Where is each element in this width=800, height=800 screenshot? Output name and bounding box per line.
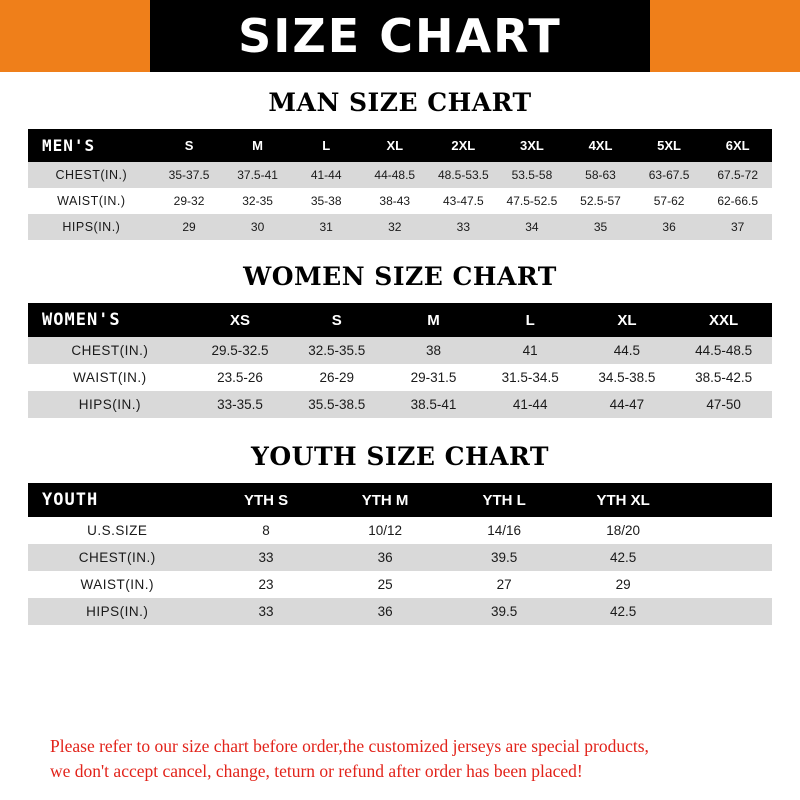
table-cell: 27 [496, 577, 512, 592]
column-header: XS [230, 311, 251, 329]
table-cell: 32.5-35.5 [308, 343, 366, 358]
women-size-table [28, 303, 772, 418]
table-cell: 29-32 [173, 194, 205, 208]
table-cell: 25 [377, 577, 393, 592]
row-label: HIPS(IN.) [86, 604, 149, 619]
table-cell: 37.5-41 [237, 168, 278, 182]
table-cell: 41-44 [310, 168, 342, 182]
column-header: S [184, 138, 194, 153]
table-header-row [28, 483, 772, 517]
table-header-row [28, 303, 772, 337]
table-cell [683, 598, 772, 625]
page-banner [0, 0, 800, 72]
column-header: L [525, 311, 535, 329]
table-cell: 38 [425, 343, 441, 358]
table-cell: 63-67.5 [648, 168, 690, 182]
man-section-title: MAN SIZE CHART [268, 88, 532, 117]
banner-accent-left [0, 0, 150, 72]
table-cell: 37 [731, 220, 745, 234]
table-row [28, 571, 772, 598]
column-header: M [427, 311, 440, 329]
table-cell: 29 [182, 220, 196, 234]
banner-accent-right [650, 0, 800, 72]
footer-note-line-1: Please refer to our size chart before order,the customized jerseys are special products, [50, 736, 649, 757]
table-cell: 29 [615, 577, 631, 592]
table-cell: 62-66.5 [717, 194, 759, 208]
column-header: XL [386, 138, 404, 153]
column-header: 3XL [519, 138, 544, 153]
table-cell: 35-37.5 [168, 168, 210, 182]
table-cell: 35.5-38.5 [308, 397, 366, 412]
column-header: MEN'S [42, 136, 96, 155]
page-content [0, 72, 800, 800]
table-cell: 34.5-38.5 [598, 370, 656, 385]
table-cell: 48.5-53.5 [437, 168, 489, 182]
table-cell: 33 [456, 220, 471, 234]
table-cell: 32-35 [242, 194, 273, 208]
column-header: YTH S [243, 491, 289, 509]
table-cell: 41-44 [512, 397, 548, 412]
row-label: WAIST(IN.) [80, 577, 155, 592]
table-cell: 39.5 [490, 604, 518, 619]
table-cell: 44.5 [613, 343, 641, 358]
page-title: SIZE CHART [238, 9, 562, 63]
table-cell: 42.5 [610, 550, 637, 565]
column-header: XXL [709, 311, 739, 329]
youth-size-table [28, 483, 772, 625]
table-cell: 31 [319, 220, 333, 234]
footer-note-line-2: we don't accept cancel, change, teturn or refund after order has been placed! [50, 761, 583, 782]
table-cell [683, 544, 772, 571]
table-row [28, 598, 772, 625]
table-cell: 33 [258, 550, 274, 565]
table-row [28, 364, 772, 391]
table-cell: 26-29 [319, 370, 355, 385]
table-row [28, 544, 772, 571]
table-header-row [28, 129, 772, 162]
table-cell [683, 517, 772, 544]
table-cell: 53.5-58 [511, 168, 553, 182]
table-cell: 38.5-42.5 [695, 370, 753, 385]
table-cell: 39.5 [490, 550, 518, 565]
table-cell: 30 [250, 220, 265, 234]
table-cell: 52.5-57 [580, 194, 621, 208]
column-header: WOMEN'S [42, 310, 121, 330]
table-cell: 34 [525, 220, 539, 234]
table-cell: 18/20 [606, 523, 641, 538]
table-cell: 23 [258, 577, 274, 592]
column-header: YTH M [361, 491, 409, 509]
table-row [28, 188, 772, 214]
column-header: 2XL [451, 138, 476, 153]
table-row [28, 517, 772, 544]
table-cell: 47-50 [706, 397, 741, 412]
table-cell: 33 [258, 604, 274, 619]
table-cell: 67.5-72 [717, 168, 759, 182]
column-header: YOUTH [42, 490, 99, 510]
table-cell: 43-47.5 [442, 194, 484, 208]
table-row [28, 214, 772, 240]
table-cell: 47.5-52.5 [506, 194, 558, 208]
table-cell [683, 571, 772, 598]
column-header: L [322, 138, 331, 153]
table-cell: 32 [388, 220, 402, 234]
table-cell: 36 [377, 550, 393, 565]
table-row [28, 162, 772, 188]
table-row [28, 337, 772, 364]
table-cell: 36 [377, 604, 393, 619]
column-header: 4XL [588, 138, 613, 153]
row-label: WAIST(IN.) [73, 370, 147, 385]
women-section-title: WOMEN SIZE CHART [243, 262, 557, 291]
column-header: 6XL [725, 138, 750, 153]
table-cell: 10/12 [368, 523, 402, 538]
row-label: CHEST(IN.) [71, 343, 149, 358]
table-cell: 44.5-48.5 [695, 343, 753, 358]
footer-note [28, 720, 772, 800]
man-size-table [28, 129, 772, 240]
table-cell: 36 [662, 220, 676, 234]
column-header: S [331, 311, 342, 329]
row-label: WAIST(IN.) [57, 194, 126, 208]
table-cell: 58-63 [585, 168, 616, 182]
table-cell: 23.5-26 [217, 370, 263, 385]
row-label: U.S.SIZE [87, 523, 148, 538]
table-cell: 29.5-32.5 [211, 343, 269, 358]
table-cell: 8 [262, 523, 270, 538]
table-cell: 35-38 [310, 194, 342, 208]
column-header: XL [617, 311, 637, 329]
table-cell: 41 [522, 343, 538, 358]
column-header: YTH XL [596, 491, 650, 509]
column-header: YTH L [482, 491, 526, 509]
table-cell: 14/16 [487, 523, 522, 538]
row-label: CHEST(IN.) [78, 550, 156, 565]
row-label: HIPS(IN.) [62, 220, 121, 234]
row-label: HIPS(IN.) [78, 397, 141, 412]
table-cell: 42.5 [610, 604, 637, 619]
column-header: M [252, 138, 264, 153]
table-cell: 44-48.5 [374, 168, 416, 182]
column-header: 5XL [657, 138, 681, 153]
table-cell: 44-47 [609, 397, 645, 412]
table-cell: 38-43 [379, 194, 411, 208]
youth-section-title: YOUTH SIZE CHART [251, 442, 549, 471]
table-row [28, 391, 772, 418]
table-cell: 29-31.5 [410, 370, 457, 385]
table-cell: 31.5-34.5 [501, 370, 559, 385]
row-label: CHEST(IN.) [55, 168, 128, 182]
table-cell: 38.5-41 [410, 397, 457, 412]
table-cell: 57-62 [653, 194, 685, 208]
table-cell: 35 [593, 220, 608, 234]
table-cell: 33-35.5 [217, 397, 263, 412]
column-header [683, 483, 772, 517]
